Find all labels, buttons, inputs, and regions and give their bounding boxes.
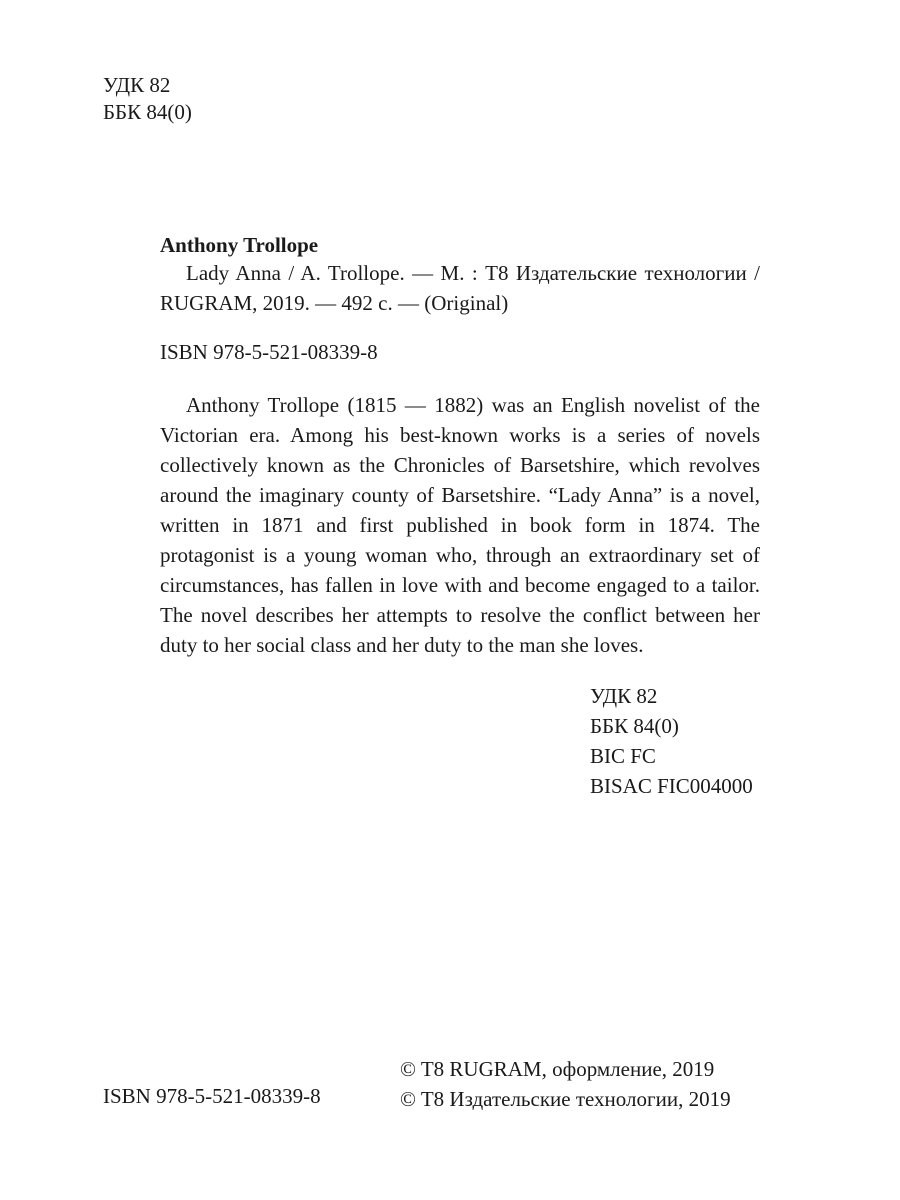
record-isbn: ISBN 978-5-521-08339-8 <box>160 340 378 364</box>
classification-udk: УДК 82 <box>590 684 658 708</box>
header-bbk: ББК 84(0) <box>103 100 192 124</box>
classification-block <box>590 681 753 801</box>
book-annotation: Anthony Trollope (1815 — 1882) was an English novelist of the Victorian era. Among his best-known works is a series of novels collectively known as the Chronicles of Barsetshire, which revolves around the imaginary county of Barsetshire. “Lady Anna” is a novel, written in 1871 and first published in book form in 1874. The protagonist is a young woman who, through an extraordinary set of circumstances, has fallen in love with and become engaged to a tailor. The novel describes her attempts to resolve the conflict between her duty to her social class and her duty to the man she loves. <box>160 393 760 657</box>
classification-bbk: ББК 84(0) <box>590 714 679 738</box>
copyright-block <box>400 1054 731 1114</box>
copyright-publisher: © T8 Издательские технологии, 2019 <box>400 1087 731 1111</box>
classification-bic: BIC FC <box>590 744 656 768</box>
header-udk: УДК 82 <box>103 73 171 97</box>
footer-isbn: ISBN 978-5-521-08339-8 <box>103 1084 321 1108</box>
bibliographic-description: Lady Anna / A. Trollope. — М. : T8 Издательские технологии / RUGRAM, 2019. — 492 с. — (Original) <box>160 261 760 315</box>
author-name: Anthony Trollope <box>160 233 319 257</box>
copyright-design: © T8 RUGRAM, оформление, 2019 <box>400 1057 715 1081</box>
classification-bisac: BISAC FIC004000 <box>590 774 753 798</box>
